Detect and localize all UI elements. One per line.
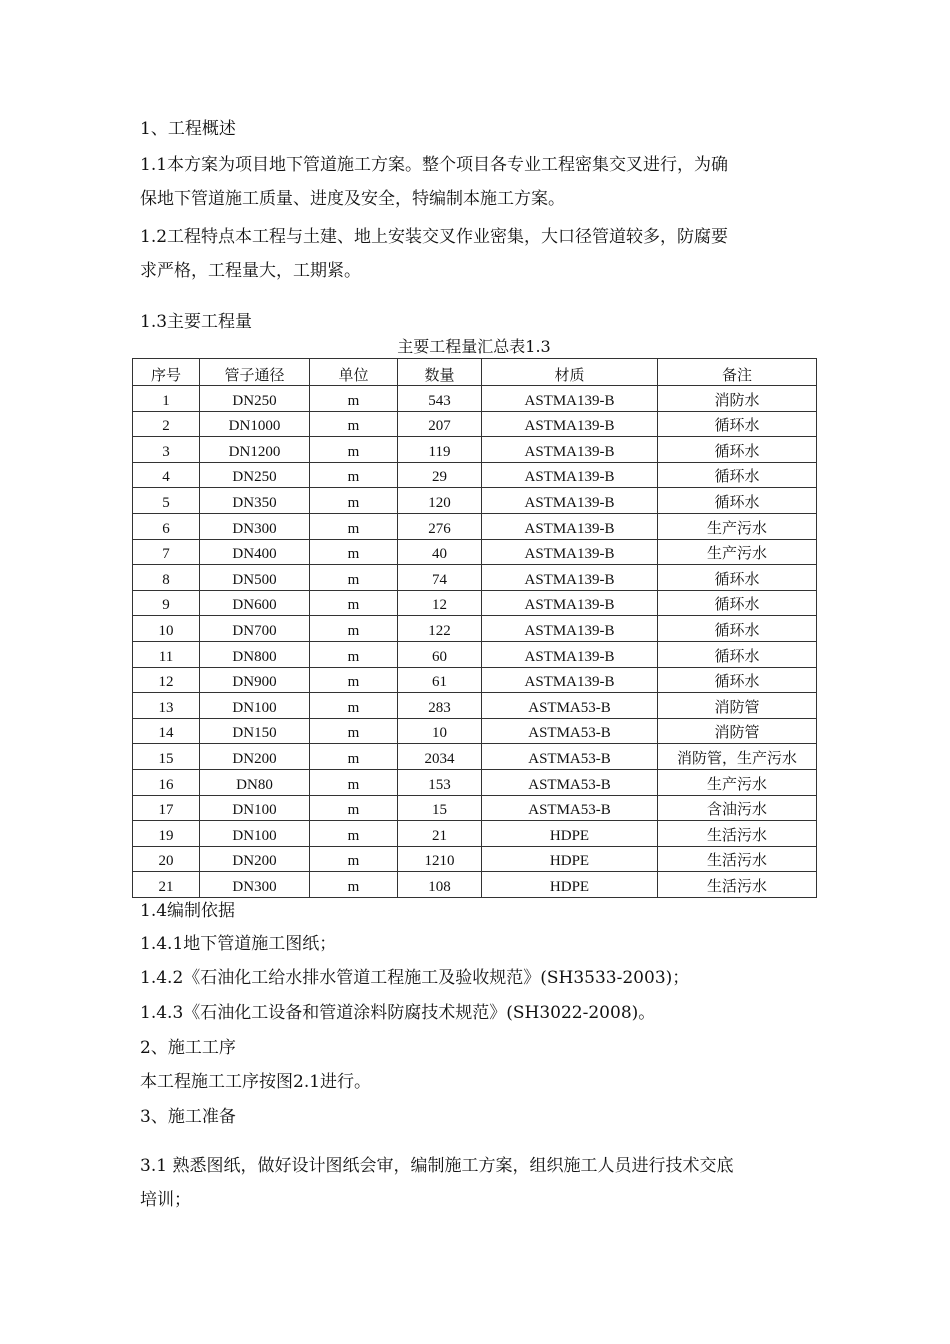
cell-index: 10 [133, 616, 200, 642]
cell-material: ASTMA139-B [482, 386, 658, 412]
cell-quantity: 10 [398, 718, 482, 744]
table-row [133, 411, 817, 437]
table-row [133, 718, 817, 744]
cell-index: 6 [133, 513, 200, 539]
cell-unit: m [310, 590, 398, 616]
cell-remark: 消防管 [658, 718, 817, 744]
cell-material: ASTMA139-B [482, 411, 658, 437]
cell-material: ASTMA139-B [482, 462, 658, 488]
cell-remark: 生活污水 [658, 821, 817, 847]
table-body [133, 386, 817, 898]
cell-pipe-diameter: DN150 [200, 718, 310, 744]
cell-quantity: 120 [398, 488, 482, 514]
cell-unit: m [310, 513, 398, 539]
cell-index: 17 [133, 795, 200, 821]
cell-unit: m [310, 872, 398, 898]
basis-item-1-4-3: 1.4.3《石油化工设备和管道涂料防腐技术规范》(SH3022-2008)。 [140, 1003, 656, 1023]
column-header: 管子通径 [200, 359, 310, 386]
cell-unit: m [310, 437, 398, 463]
paragraph-3-1-line-2: 培训； [140, 1190, 191, 1210]
table-row [133, 795, 817, 821]
cell-quantity: 15 [398, 795, 482, 821]
cell-remark: 生活污水 [658, 846, 817, 872]
cell-pipe-diameter: DN800 [200, 641, 310, 667]
quantity-summary-table [132, 358, 817, 898]
cell-material: ASTMA139-B [482, 437, 658, 463]
table-row [133, 616, 817, 642]
heading-3-preparation: 3、施工准备 [140, 1107, 236, 1127]
table-row [133, 488, 817, 514]
cell-unit: m [310, 795, 398, 821]
cell-material: ASTMA139-B [482, 616, 658, 642]
cell-quantity: 1210 [398, 846, 482, 872]
basis-item-1-4-2: 1.4.2《石油化工给水排水管道工程施工及验收规范》(SH3533-2003)； [140, 968, 690, 988]
cell-unit: m [310, 565, 398, 591]
table-caption: 主要工程量汇总表1.3 [397, 337, 551, 356]
table-row [133, 590, 817, 616]
cell-pipe-diameter: DN400 [200, 539, 310, 565]
cell-remark: 生产污水 [658, 539, 817, 565]
cell-index: 15 [133, 744, 200, 770]
cell-remark: 循环水 [658, 411, 817, 437]
cell-quantity: 543 [398, 386, 482, 412]
cell-index: 12 [133, 667, 200, 693]
cell-remark: 循环水 [658, 590, 817, 616]
cell-material: HDPE [482, 846, 658, 872]
cell-remark: 消防管 [658, 693, 817, 719]
table-row [133, 641, 817, 667]
basis-item-1-4-1: 1.4.1地下管道施工图纸； [140, 934, 337, 954]
cell-unit: m [310, 488, 398, 514]
column-header: 单位 [310, 359, 398, 386]
cell-pipe-diameter: DN1000 [200, 411, 310, 437]
cell-pipe-diameter: DN100 [200, 693, 310, 719]
cell-remark: 循环水 [658, 667, 817, 693]
cell-unit: m [310, 693, 398, 719]
cell-quantity: 108 [398, 872, 482, 898]
cell-pipe-diameter: DN300 [200, 872, 310, 898]
cell-remark: 循环水 [658, 616, 817, 642]
cell-remark: 循环水 [658, 488, 817, 514]
cell-index: 9 [133, 590, 200, 616]
cell-unit: m [310, 769, 398, 795]
cell-index: 14 [133, 718, 200, 744]
cell-unit: m [310, 462, 398, 488]
cell-pipe-diameter: DN500 [200, 565, 310, 591]
heading-1-4-basis: 1.4编制依据 [140, 901, 236, 921]
table-row [133, 821, 817, 847]
table-header-row [133, 359, 817, 386]
cell-quantity: 2034 [398, 744, 482, 770]
cell-unit: m [310, 846, 398, 872]
cell-unit: m [310, 616, 398, 642]
cell-index: 4 [133, 462, 200, 488]
cell-material: ASTMA53-B [482, 795, 658, 821]
cell-material: ASTMA139-B [482, 667, 658, 693]
cell-index: 1 [133, 386, 200, 412]
cell-remark: 生活污水 [658, 872, 817, 898]
heading-1-project-overview: 1、工程概述 [140, 119, 236, 139]
cell-material: ASTMA139-B [482, 539, 658, 565]
table-row [133, 539, 817, 565]
cell-index: 8 [133, 565, 200, 591]
column-header: 数量 [398, 359, 482, 386]
cell-pipe-diameter: DN900 [200, 667, 310, 693]
table-row [133, 872, 817, 898]
heading-2-construction-process: 2、施工工序 [140, 1038, 236, 1058]
cell-material: ASTMA53-B [482, 693, 658, 719]
cell-pipe-diameter: DN700 [200, 616, 310, 642]
cell-quantity: 283 [398, 693, 482, 719]
cell-index: 20 [133, 846, 200, 872]
heading-1-3-main-quantities: 1.3主要工程量 [140, 312, 253, 332]
cell-quantity: 153 [398, 769, 482, 795]
cell-remark: 生产污水 [658, 513, 817, 539]
cell-quantity: 122 [398, 616, 482, 642]
cell-index: 3 [133, 437, 200, 463]
cell-unit: m [310, 744, 398, 770]
cell-unit: m [310, 667, 398, 693]
cell-index: 21 [133, 872, 200, 898]
cell-unit: m [310, 411, 398, 437]
column-header: 序号 [133, 359, 200, 386]
cell-pipe-diameter: DN100 [200, 795, 310, 821]
cell-remark: 消防水 [658, 386, 817, 412]
cell-index: 7 [133, 539, 200, 565]
paragraph-1-2-line-1: 1.2工程特点本工程与土建、地上安装交叉作业密集，大口径管道较多，防腐要 [140, 227, 729, 247]
cell-quantity: 74 [398, 565, 482, 591]
paragraph-2-process: 本工程施工工序按图2.1进行。 [140, 1072, 372, 1092]
cell-pipe-diameter: DN600 [200, 590, 310, 616]
cell-index: 5 [133, 488, 200, 514]
cell-pipe-diameter: DN300 [200, 513, 310, 539]
cell-quantity: 276 [398, 513, 482, 539]
paragraph-1-2-line-2: 求严格，工程量大，工期紧。 [140, 261, 361, 281]
cell-index: 13 [133, 693, 200, 719]
cell-remark: 循环水 [658, 641, 817, 667]
cell-unit: m [310, 821, 398, 847]
cell-unit: m [310, 539, 398, 565]
cell-remark: 生产污水 [658, 769, 817, 795]
cell-quantity: 29 [398, 462, 482, 488]
table-row [133, 513, 817, 539]
paragraph-1-1-line-1: 1.1本方案为项目地下管道施工方案。整个项目各专业工程密集交叉进行，为确 [140, 155, 729, 175]
cell-unit: m [310, 718, 398, 744]
cell-pipe-diameter: DN200 [200, 744, 310, 770]
cell-remark: 循环水 [658, 462, 817, 488]
cell-quantity: 21 [398, 821, 482, 847]
cell-pipe-diameter: DN350 [200, 488, 310, 514]
cell-pipe-diameter: DN100 [200, 821, 310, 847]
cell-material: ASTMA139-B [482, 641, 658, 667]
table-row [133, 667, 817, 693]
cell-pipe-diameter: DN80 [200, 769, 310, 795]
table-row [133, 744, 817, 770]
column-header: 备注 [658, 359, 817, 386]
cell-index: 16 [133, 769, 200, 795]
cell-material: HDPE [482, 821, 658, 847]
table-row [133, 769, 817, 795]
cell-pipe-diameter: DN200 [200, 846, 310, 872]
cell-material: ASTMA139-B [482, 513, 658, 539]
cell-quantity: 61 [398, 667, 482, 693]
cell-material: ASTMA53-B [482, 744, 658, 770]
cell-remark: 循环水 [658, 565, 817, 591]
cell-quantity: 12 [398, 590, 482, 616]
cell-remark: 含油污水 [658, 795, 817, 821]
cell-unit: m [310, 386, 398, 412]
table-row [133, 386, 817, 412]
cell-material: ASTMA139-B [482, 565, 658, 591]
cell-pipe-diameter: DN250 [200, 386, 310, 412]
cell-quantity: 119 [398, 437, 482, 463]
table-row [133, 846, 817, 872]
paragraph-1-1-line-2: 保地下管道施工质量、进度及安全，特编制本施工方案。 [140, 189, 565, 209]
cell-material: ASTMA53-B [482, 718, 658, 744]
cell-index: 19 [133, 821, 200, 847]
cell-remark: 消防管，生产污水 [658, 744, 817, 770]
cell-pipe-diameter: DN1200 [200, 437, 310, 463]
cell-unit: m [310, 641, 398, 667]
cell-material: ASTMA139-B [482, 590, 658, 616]
column-header: 材质 [482, 359, 658, 386]
cell-pipe-diameter: DN250 [200, 462, 310, 488]
cell-remark: 循环水 [658, 437, 817, 463]
cell-index: 2 [133, 411, 200, 437]
cell-material: ASTMA53-B [482, 769, 658, 795]
paragraph-3-1-line-1: 3.1 熟悉图纸，做好设计图纸会审，编制施工方案，组织施工人员进行技术交底 [140, 1156, 734, 1176]
cell-quantity: 207 [398, 411, 482, 437]
table-row [133, 462, 817, 488]
cell-material: ASTMA139-B [482, 488, 658, 514]
table-row [133, 565, 817, 591]
cell-quantity: 60 [398, 641, 482, 667]
cell-quantity: 40 [398, 539, 482, 565]
cell-material: HDPE [482, 872, 658, 898]
cell-index: 11 [133, 641, 200, 667]
table-row [133, 437, 817, 463]
table-row [133, 693, 817, 719]
